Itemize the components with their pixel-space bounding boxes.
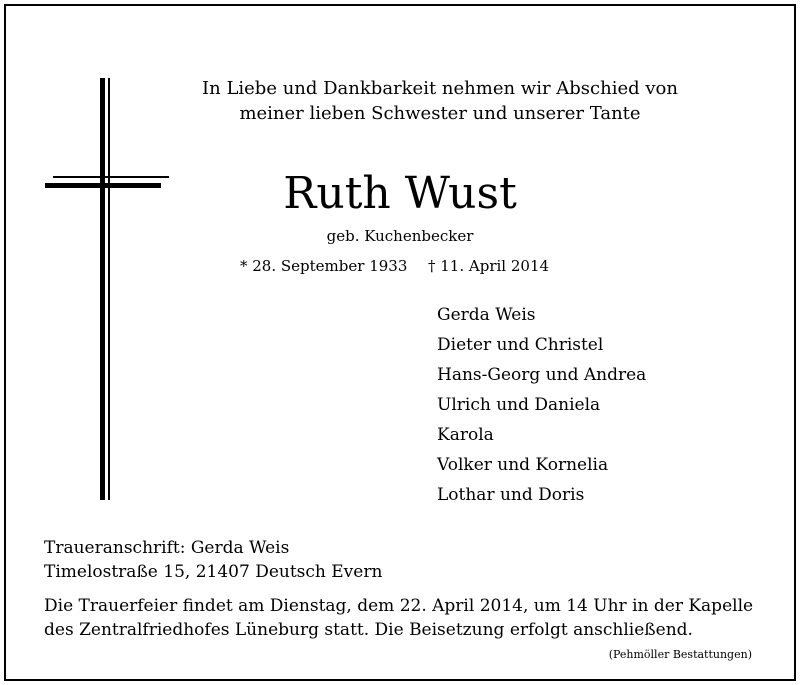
cross-horizontal-bar-thin [53, 176, 169, 178]
list-item: Hans-Georg und Andrea [437, 365, 647, 385]
birth-date: * 28. September 1933 [240, 257, 408, 275]
list-item: Dieter und Christel [437, 335, 604, 355]
maiden-name: geb. Kuchenbecker [326, 227, 474, 245]
cross-horizontal-bar-thick [45, 183, 161, 188]
intro-line-2: meiner lieben Schwester und unserer Tante [239, 103, 641, 124]
mourning-address [44, 536, 382, 584]
death-date: † 11. April 2014 [428, 257, 550, 275]
list-item: Volker und Kornelia [437, 455, 609, 475]
life-dates [240, 256, 550, 276]
cross-vertical-bar-thin [108, 78, 110, 500]
list-item: Karola [437, 425, 494, 445]
address-line-2: Timelostraße 15, 21407 Deutsch Evern [44, 562, 383, 582]
deceased-name: Ruth Wust [283, 168, 517, 219]
funeral-home-credit: (Pehmöller Bestattungen) [608, 648, 752, 661]
intro-line-1: In Liebe und Dankbarkeit nehmen wir Abschied von [202, 78, 678, 99]
ceremony-line-2: des Zentralfriedhofes Lüneburg statt. Die Beisetzung erfolgt anschließend. [44, 620, 693, 640]
mourners-list [437, 300, 646, 510]
cross-vertical-bar-thick [100, 78, 105, 500]
ceremony-line-1: Die Trauerfeier findet am Dienstag, dem 22. April 2014, um 14 Uhr in der Kapelle [44, 596, 754, 616]
intro-text [140, 76, 740, 126]
ceremony-info [44, 594, 753, 642]
list-item: Gerda Weis [437, 305, 536, 325]
address-line-1: Traueranschrift: Gerda Weis [44, 538, 290, 558]
list-item: Lothar und Doris [437, 485, 585, 505]
list-item: Ulrich und Daniela [437, 395, 601, 415]
